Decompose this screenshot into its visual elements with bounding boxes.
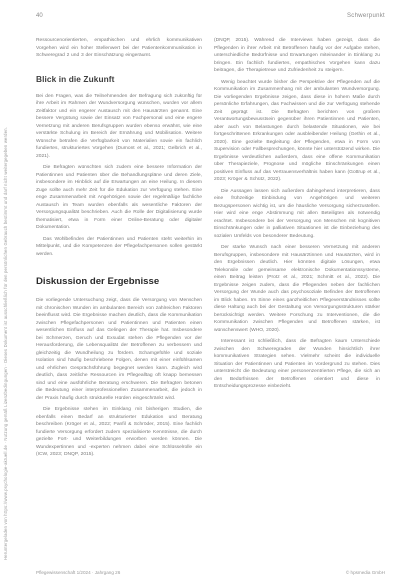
section-heading-zukunft: Blick in die Zukunft	[36, 73, 115, 84]
section-heading-diskussion: Diskussion der Ergebnisse	[36, 276, 160, 287]
zukunft-paragraph-1: Bei den Fragen, was die Teilnehmenden der Befragung sich zukünftig für ihre Arbeit im Rahmen der Wundversorgung wünschen, wurden vor allem Zeitfaktor und ein engerer Austausch mit den Hausärzten genannt. Eine bessere Vergütung sowie der Einsatz von Fachpersonal und eine engere Vernetzung mit anderen Berufsgruppen wurden ebenso erwähnt, wie eine verstärkte Schulung im Bereich der Ernährung und Mobilisation. Weitere Wünsche betrafen die Verfügbarkeit von Materialien sowie ein fachlich fundiertes, strukturiertes Vorgehen (Dumont et al., 2021; Gelbrich et al., 2021).	[36, 93, 202, 159]
right-paragraph-1: Wenig beachtet wurde bisher die Perspektive der Pflegenden auf die Kommunikation im Zusammenhang mit der ambulanten Wundversorgung. Die vorliegenden Ergebnisse zeigen, dass diese in hohem Maße durch persönliche Erfahrungen, das Fachwissen und die zur Verfügung stehende Zeit geprägt ist. Die Befragten berichten von großem Verantwortungsbewusstsein gegenüber ihren Patientinnen und Patienten, aber auch von Belastungen durch belastende Situationen, wie bei fortgeschrittenen Erkrankungen oder ausbleibender Heilung (Gethin et al., 2020). Eine gezielte Begleitung der Pflegenden, etwa in Form von Supervision oder Fallbesprechungen, könnte hier unterstützend wirken. Die Ergebnisse verdeutlichen außerdem, dass eine offene Kommunikation über Therapieziele, Prognose und mögliche Einschränkungen einen positiven Einfluss auf das Vertrauensverhältnis haben kann (Gottrup et al., 2023; Kröger & Schütz, 2022).	[214, 79, 380, 182]
continued-paragraph: (DNQP, 2015). Während die Interviews haben gezeigt, dass die Pflegenden in ihrer Arbeit mit Betroffenen häufig vor der Aufgabe stehen, unterschiedliche Bedürfnisse und Erwartungen miteinander in Einklang zu bringen. Ein fachlich fundiertes, empathisches Vorgehen kann dazu beitragen, die Therapietreue und Zufriedenheit zu steigern.	[214, 38, 380, 73]
right-column	[214, 37, 380, 395]
diskussion-paragraph-2: Die Ergebnisse stehen im Einklang mit bisherigen Studien, die ebenfalls einen Bedarf an strukturierter Edukation und Beratung beschreiben (Kröger et al., 2022; Panfil & Schröder, 2015). Eine fachlich fundierte Versorgung erfordert zudem spezialisierte Kenntnisse, die durch gezielte Fort- und Weiterbildungen erworben werden können. Die Wundexpertinnen und -experten nehmen dabei eine Schlüsselrolle ein (ICW, 2023; DNQP, 2015).	[36, 407, 202, 457]
zukunft-paragraph-3: Das Wohlbefinden der Patientinnen und Patienten steht weiterhin im Mittelpunkt, und die Kompetenzen der Pflegefachpersonen sollen gestärkt werden.	[36, 236, 202, 257]
diskussion-paragraph-1: Die vorliegende Untersuchung zeigt, dass die Versorgung von Menschen mit chronischen Wunden im ambulanten Bereich von zahlreichen Faktoren beeinflusst wird. Die Ergebnisse machen deutlich, dass die Kommunikation zwischen Pflegefachpersonen und Patientinnen und Patienten einen wesentlichen Einfluss auf das Gelingen der Therapie hat. Insbesondere bei Schmerzen, Geruch und Exsudat stehen die Pflegenden vor der Herausforderung, die Lebensqualität der Betroffenen zu verbessern und gleichzeitig die Wundheilung zu fördern. Schamgefühle und soziale Isolation sind häufig beschriebene Folgen, denen mit einer einfühlsamen und ehrlichen Gesprächsführung begegnet werden kann. Zugleich wird deutlich, dass zeitliche Ressourcen im Pflegealltag oft knapp bemessen sind und eine ausführliche Beratung erschweren. Die Befragten betonen die Bedeutung einer interprofessionellen Zusammenarbeit, die jedoch in der Praxis häufig durch strukturelle Hürden eingeschränkt wird.	[36, 298, 202, 401]
zukunft-paragraph-2: Die Befragten wünschten sich zudem eine bessere Information der Patientinnen und Patienten über die Behandlungspläne und deren Ziele, insbesondere im Hinblick auf die Erwartungen an eine Heilung. In diesem Zuge sollte auch mehr Zeit für die Edukation zur Verfügung stehen. Eine enge Zusammenarbeit mit Angehörigen sowie der regelmäßige fachliche Austausch im Team wurden ebenfalls als wesentliche Faktoren der Versorgungsqualität beschrieben. Auch die Rolle der Digitalisierung wurde thematisiert, etwa in Form einer Online-Beratung oder digitaler Dokumentation.	[36, 165, 202, 230]
intro-paragraph: Ressourcenorientierten, empathischen und ehrlich kommunikativen Vorgehen wird ein hoher Stellenwert bei der Patientenkommunikation in Schweregrad 2 und 3 der Einschätzung eingeräumt.	[36, 38, 202, 58]
right-paragraph-3: Der starke Wunsch nach einer besseren Vernetzung mit anderen Berufsgruppen, insbesondere mit Hausärztinnen und Hausärzten, wird in den Ergebnissen deutlich. Hier könnten digitale Lösungen, etwa Telekonsile oder gemeinsame elektronische Dokumentationssysteme, einen Beitrag leisten (Protz et al., 2021; Schmitt et al., 2022). Die Ergebnisse zeigen zudem, dass die Pflegenden neben der fachlichen Versorgung der Wunde auch das psychosoziale Befinden der Betroffenen im Blick haben. Im Sinne eines ganzheitlichen Pflegeverständnisses sollte diese Haltung auch bei der Gestaltung von Versorgungsstrukturen stärker berücksichtigt werden. Weitere Forschung zu Interventionen, die die Kommunikation zwischen Pflegenden und Betroffenen stärken, ist wünschenswert (WHO, 2020).	[214, 245, 380, 333]
left-column	[36, 37, 202, 463]
page-number: 40	[36, 13, 43, 19]
right-paragraph-4: Interessant ist schließlich, dass die Befragten kaum Unterschiede zwischen den Schweregraden der Wunden hinsichtlich ihrer kommunikativen Strategien sehen. Vielmehr scheint die individuelle Situation der Patientinnen und Patienten im Vordergrund zu stehen. Dies unterstreicht die Bedeutung einer personenzentrierten Pflege, die sich an den Bedürfnissen der Betroffenen orientiert und diese in Entscheidungsprozesse einbezieht.	[214, 339, 380, 389]
running-title: Schwerpunkt	[347, 13, 385, 19]
download-watermark-strip: Heruntergeladen von https://www.psychologie-aktuell.de · Nutzung gemäß Lizenzbedingungen · Dieses Dokument ist ausschließlich für den persönlichen Gebrauch bestimmt und darf nicht weitergegeben werden.	[3, 126, 8, 560]
footer-publisher: © hpsmedia GmbH	[345, 570, 385, 575]
right-paragraph-2: Die Aussagen lassen sich außerdem dahingehend interpretieren, dass eine frühzeitige Einbindung von Angehörigen und weiteren Bezugspersonen wichtig ist, um die häusliche Versorgung sicherzustellen. Hier wird eine enge Abstimmung mit allen Beteiligten als notwendig erachtet. Insbesondere bei der Versorgung von Menschen mit kognitiven Einschränkungen oder in palliativen Situationen ist die Einbeziehung des sozialen Umfelds von besonderer Bedeutung.	[214, 188, 380, 239]
footer-journal: Pflegewissenschaft 1/2024 · Jahrgang 26	[36, 570, 121, 575]
